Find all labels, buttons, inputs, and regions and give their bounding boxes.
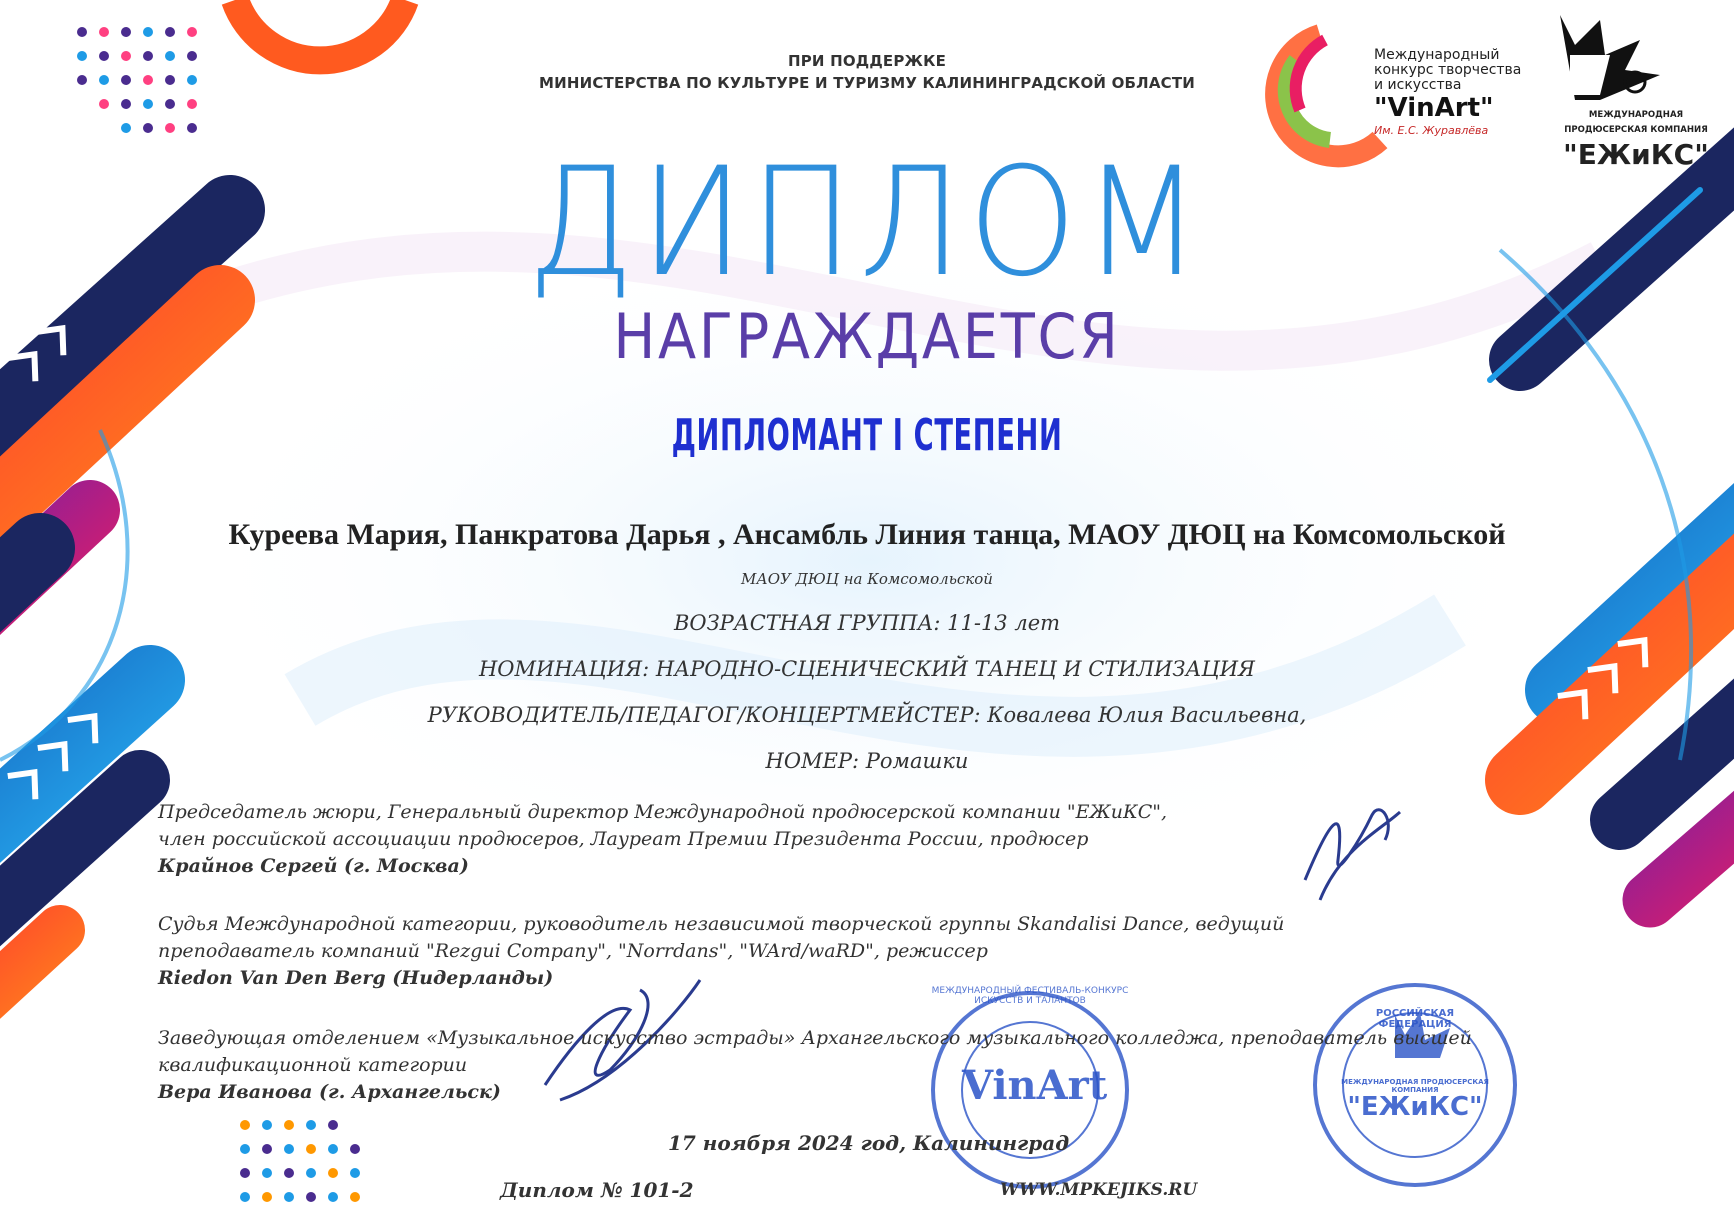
vinart-logo-line3: и искусства <box>1374 77 1462 93</box>
jury-1-line1: Председатель жюри, Генеральный директор Международной продюсерской компании "ЕЖиКС", <box>158 801 1168 823</box>
jury-2-line2: преподаватель компаний "Rezgui Company", "Norrdans", "WArd/waRD", режиссер <box>158 940 988 962</box>
support-line-2: МИНИСТЕРСТВА ПО КУЛЬТУРЕ И ТУРИЗМУ КАЛИНИНГРАДСКОЙ ОБЛАСТИ <box>538 74 1196 92</box>
nomination: НОМИНАЦИЯ: НАРОДНО-СЦЕНИЧЕСКИЙ ТАНЕЦ И СТИЛИЗАЦИЯ <box>478 657 1255 681</box>
vinart-logo <box>1374 48 1534 138</box>
dot-grid-bottom <box>240 1120 360 1202</box>
website-link[interactable]: WWW.MPKEJIKS.RU <box>1000 1180 1198 1200</box>
vinart-logo-name: "VinArt" <box>1374 93 1494 123</box>
jury-1-line2: член российской ассоциации продюсеров, Лауреат Премии Президента России, продюсер <box>158 828 1089 850</box>
vinart-logo-sub: Им. Е.С. Журавлёва <box>1374 124 1489 137</box>
performance-number: НОМЕР: Ромашки <box>765 749 969 773</box>
diploma-number: Диплом № 101-2 <box>500 1178 694 1202</box>
jury-2-line1: Судья Международной категории, руководитель независимой творческой группы Skandalisi Dance, ведущий <box>158 913 1285 935</box>
age-group: ВОЗРАСТНАЯ ГРУППА: 11-13 лет <box>673 611 1061 635</box>
institution: МАОУ ДЮЦ на Комсомольской <box>741 570 993 588</box>
vinart-logo-line2: конкурс творчества <box>1374 62 1522 78</box>
ezhiks-stamp-center: "ЕЖиКС" <box>1347 1092 1483 1122</box>
vinart-stamp-ring: МЕЖДУНАРОДНЫЙ ФЕСТИВАЛЬ-КОНКУРС ИСКУССТВ И ТАЛАНТОВ <box>931 986 1129 1006</box>
ezhiks-stamp-top: РОССИЙСКАЯ ФЕДЕРАЦИЯ <box>1375 1008 1455 1030</box>
recipient: Куреева Мария, Панкратова Дарья , Ансамбль Линия танца, МАОУ ДЮЦ на Комсомольской <box>228 518 1506 551</box>
jury-member-1 <box>158 799 1578 880</box>
jury-2-name: Riedon Van Den Berg (Нидерланды) <box>158 967 554 989</box>
jury-3-line1: Заведующая отделением «Музыкальное искусство эстрады» Архангельского музыкального колледжа, преподаватель высшей <box>158 1027 1472 1049</box>
issue-date: 17 ноября 2024 год, Калининград <box>668 1131 1070 1155</box>
jury-3-name: Вера Иванова (г. Архангельск) <box>158 1081 501 1103</box>
jury-3-line2: квалификационной категории <box>158 1054 468 1076</box>
ezhiks-logo-name: "ЕЖиКС" <box>1563 138 1709 171</box>
jury-member-2 <box>158 911 1578 992</box>
vinart-stamp-center: VinArt <box>962 1062 1108 1109</box>
ezhiks-stamp-label: МЕЖДУНАРОДНАЯ ПРОДЮСЕРСКАЯ КОМПАНИЯ <box>1341 1078 1489 1094</box>
leader: РУКОВОДИТЕЛЬ/ПЕДАГОГ/КОНЦЕРТМЕЙСТЕР: Ковалева Юлия Васильевна, <box>427 703 1307 727</box>
vinart-logo-line1: Международный <box>1374 47 1500 63</box>
jury-1-name: Крайнов Сергей (г. Москва) <box>158 855 469 877</box>
degree: ДИПЛОМАНТ I СТЕПЕНИ <box>671 410 1063 461</box>
page-title: ДИПЛОМ <box>527 136 1207 310</box>
support-line-1: ПРИ ПОДДЕРЖКЕ <box>787 52 947 70</box>
subtitle: НАГРАЖДАЕТСЯ <box>613 300 1121 373</box>
ezhiks-logo-line: МЕЖДУНАРОДНАЯ ПРОДЮСЕРСКАЯ КОМПАНИЯ <box>1564 110 1708 135</box>
